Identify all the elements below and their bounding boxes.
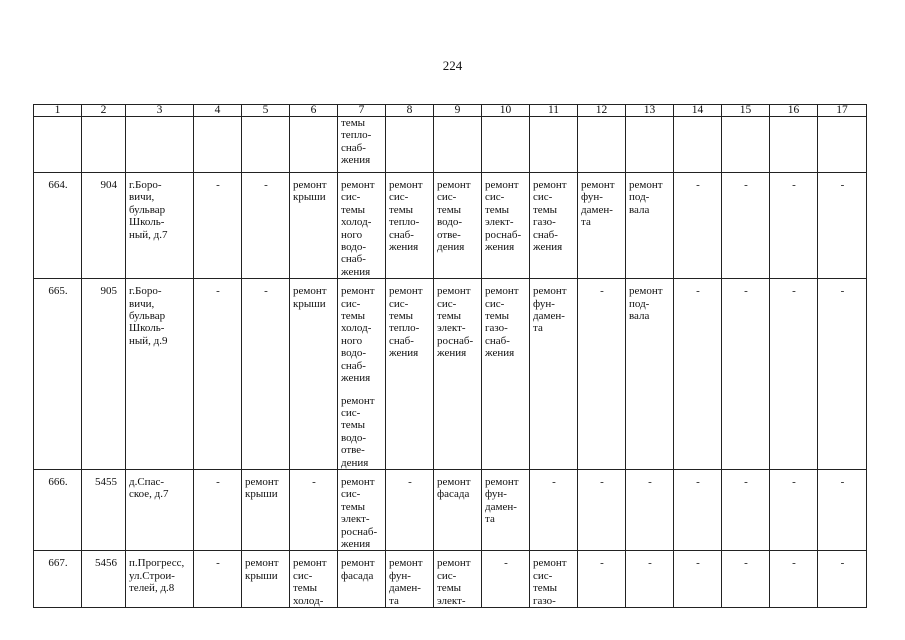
cell-entry: ремонт сис- темы водо- отве- дения	[341, 394, 375, 469]
cell-entry: -	[792, 557, 796, 570]
table-cell	[34, 117, 82, 173]
column-number-header: 4	[194, 105, 242, 117]
table-cell	[674, 173, 722, 279]
cell-entry: ремонт сис- темы тепло- снаб- жения	[389, 285, 423, 360]
cell-entry: ремонт крыши	[293, 285, 327, 310]
table-cell	[242, 173, 290, 279]
table-cell	[386, 469, 434, 550]
table-cell	[530, 117, 578, 173]
cell-entry: ремонт сис- темы газо- снаб- жения	[485, 285, 519, 360]
table-cell	[674, 279, 722, 470]
table-cell	[242, 117, 290, 173]
table-cell	[818, 551, 867, 608]
cell-entry: ремонт сис- темы газо-	[533, 557, 567, 607]
table-cell	[386, 117, 434, 173]
cell-entry: -	[648, 557, 652, 570]
table-cell	[434, 469, 482, 550]
table-cell	[386, 551, 434, 608]
table-cell	[722, 551, 770, 608]
table-cell	[674, 551, 722, 608]
table-cell	[674, 469, 722, 550]
table-cell	[242, 551, 290, 608]
cell-entry: ремонт под- вала	[629, 179, 663, 216]
table-cell	[82, 551, 126, 608]
table-cell	[242, 469, 290, 550]
column-number-header: 10	[482, 105, 530, 117]
cell-entry: ремонт сис- темы холод- ного водо- снаб- жения	[341, 179, 375, 278]
cell-entry: 5456	[95, 557, 117, 570]
table-cell	[290, 173, 338, 279]
column-number-header: 9	[434, 105, 482, 117]
table-cell	[338, 469, 386, 550]
cell-entry: ремонт сис- темы водо- отве- дения	[437, 179, 471, 254]
table-row	[34, 469, 867, 550]
table-cell	[770, 173, 818, 279]
cell-entry: -	[312, 475, 316, 488]
table-cell	[290, 117, 338, 173]
cell-entry: ремонт сис- темы элект- роснаб- жения	[437, 285, 474, 360]
column-number-header: 7	[338, 105, 386, 117]
cell-entry: 5455	[95, 475, 117, 488]
table-cell	[82, 279, 126, 470]
table-cell	[82, 173, 126, 279]
table-row	[34, 173, 867, 279]
column-number-header: 14	[674, 105, 722, 117]
table-cell	[722, 469, 770, 550]
cell-entry: г.Боро- вичи, бульвар Школь- ный, д.9	[129, 285, 168, 347]
table-cell	[194, 173, 242, 279]
table-cell	[770, 279, 818, 470]
cell-entry: ремонт крыши	[245, 475, 279, 501]
table-cell	[482, 469, 530, 550]
table-cell	[34, 551, 82, 608]
table-cell	[386, 173, 434, 279]
column-number-header: 1	[34, 105, 82, 117]
column-number-header: 12	[578, 105, 626, 117]
cell-entry: 665.	[48, 285, 68, 298]
cell-entry: темы тепло- снаб- жения	[341, 117, 372, 167]
table-cell	[818, 173, 867, 279]
table-cell	[674, 117, 722, 173]
cell-entry: ремонт фасада	[341, 557, 375, 582]
cell-entry: ремонт сис- темы элект- роснаб- жения	[341, 475, 378, 550]
table-cell	[626, 173, 674, 279]
cell-entry: -	[744, 557, 748, 570]
table-cell	[626, 551, 674, 608]
table-cell	[578, 117, 626, 173]
table-cell	[194, 279, 242, 470]
table-cell	[34, 173, 82, 279]
table-cell	[126, 469, 194, 550]
table-cell	[722, 173, 770, 279]
table-cell	[530, 551, 578, 608]
cell-entry: п.Прогресс, ул.Строи- телей, д.8	[129, 557, 185, 595]
table-cell	[626, 469, 674, 550]
table-cell	[338, 117, 386, 173]
table-cell	[194, 551, 242, 608]
cell-entry: ремонт сис- темы холод- ного водо- снаб- жения	[341, 285, 375, 385]
cell-entry: -	[792, 475, 796, 488]
table-cell	[770, 469, 818, 550]
cell-entry: д.Спас- ское, д.7	[129, 475, 169, 501]
cell-entry: -	[792, 179, 796, 191]
cell-entry: -	[696, 285, 700, 298]
cell-entry: ремонт фун- дамен- та	[581, 179, 615, 229]
column-number-header: 13	[626, 105, 674, 117]
column-number-header: 8	[386, 105, 434, 117]
table-cell	[770, 551, 818, 608]
column-number-header: 2	[82, 105, 126, 117]
table-row	[34, 279, 867, 470]
cell-entry: -	[696, 557, 700, 570]
column-number-header: 5	[242, 105, 290, 117]
table-cell	[290, 279, 338, 470]
page-number: 224	[442, 58, 463, 73]
cell-entry: ремонт сис- темы элект-	[437, 557, 471, 607]
table-cell	[338, 173, 386, 279]
table-cell	[434, 551, 482, 608]
column-number-header: 3	[126, 105, 194, 117]
table-cell	[126, 279, 194, 470]
table-cell	[434, 279, 482, 470]
cell-entry: -	[504, 557, 508, 570]
cell-entry: ремонт под- вала	[629, 285, 663, 323]
table-cell	[578, 469, 626, 550]
table-cell	[386, 279, 434, 470]
cell-entry: ремонт сис- темы тепло- снаб- жения	[389, 179, 423, 254]
table-cell	[530, 173, 578, 279]
table-cell	[482, 279, 530, 470]
cell-entry: -	[216, 285, 220, 298]
table-cell	[722, 279, 770, 470]
cell-entry: 905	[100, 285, 117, 298]
cell-entry: -	[600, 285, 604, 298]
cell-entry: 667.	[48, 557, 68, 570]
cell-entry: -	[744, 475, 748, 488]
cell-entry: -	[840, 285, 845, 298]
cell-entry: -	[216, 475, 220, 488]
table-cell	[126, 117, 194, 173]
table-row	[34, 551, 867, 608]
cell-entry: ремонт фун- дамен- та	[389, 557, 423, 607]
table-cell	[626, 279, 674, 470]
table-header-row	[34, 105, 867, 117]
table-cell	[578, 173, 626, 279]
table-cell	[482, 551, 530, 608]
cell-entry: 904	[100, 179, 117, 191]
table-cell	[722, 117, 770, 173]
cell-entry: ремонт фун- дамен- та	[485, 475, 519, 526]
cell-entry: -	[840, 475, 845, 488]
cell-entry: -	[264, 285, 268, 298]
table-cell	[818, 279, 867, 470]
cell-entry: -	[600, 475, 604, 488]
table-cell	[530, 279, 578, 470]
cell-entry: г.Боро- вичи, бульвар Школь- ный, д.7	[129, 179, 168, 241]
table-cell	[434, 117, 482, 173]
cell-entry: -	[600, 557, 604, 570]
cell-entry: ремонт фасада	[437, 475, 471, 501]
cell-entry: ремонт сис- темы элект- роснаб- жения	[485, 179, 522, 254]
table-cell	[530, 469, 578, 550]
cell-entry: -	[408, 475, 412, 488]
cell-entry: -	[216, 179, 220, 191]
cell-entry: -	[552, 475, 556, 488]
cell-entry: -	[264, 179, 268, 191]
table-cell	[34, 279, 82, 470]
table-cell	[194, 117, 242, 173]
column-number-header: 17	[818, 105, 867, 117]
column-number-header: 11	[530, 105, 578, 117]
cell-entry: ремонт сис- темы газо- снаб- жения	[533, 179, 567, 254]
column-number-header: 16	[770, 105, 818, 117]
table-cell	[82, 469, 126, 550]
table-cell	[338, 551, 386, 608]
cell-entry: -	[840, 179, 845, 191]
table-cell	[126, 551, 194, 608]
repair-schedule-table	[33, 104, 867, 608]
cell-entry: -	[744, 179, 748, 191]
table-cell	[290, 551, 338, 608]
table-cell	[818, 469, 867, 550]
cell-entry: -	[744, 285, 748, 298]
table-cell	[626, 117, 674, 173]
table-cell	[126, 173, 194, 279]
cell-entry: -	[792, 285, 796, 298]
cell-entry: 666.	[48, 475, 68, 488]
table-cell	[482, 117, 530, 173]
table-cell	[290, 469, 338, 550]
cell-entry: -	[216, 557, 220, 570]
table-cell	[482, 173, 530, 279]
cell-entry: ремонт крыши	[293, 179, 327, 204]
table-cell	[338, 279, 386, 470]
cell-entry: ремонт крыши	[245, 557, 279, 582]
table-cell	[82, 117, 126, 173]
cell-entry: -	[696, 179, 700, 191]
table-cell	[818, 117, 867, 173]
cell-entry: -	[696, 475, 700, 488]
column-number-header: 6	[290, 105, 338, 117]
table-cell	[242, 279, 290, 470]
cell-entry: -	[840, 557, 845, 570]
cell-entry: 664.	[48, 179, 68, 191]
cell-entry: ремонт фун- дамен- та	[533, 285, 567, 335]
table-cell	[578, 551, 626, 608]
table-cell	[194, 469, 242, 550]
cell-entry: -	[648, 475, 652, 488]
table-cell	[34, 469, 82, 550]
table-cell	[434, 173, 482, 279]
column-number-header: 15	[722, 105, 770, 117]
table-row-continuation	[34, 117, 867, 173]
table-cell	[770, 117, 818, 173]
table-cell	[578, 279, 626, 470]
cell-entry: ремонт сис- темы холод-	[293, 557, 327, 607]
